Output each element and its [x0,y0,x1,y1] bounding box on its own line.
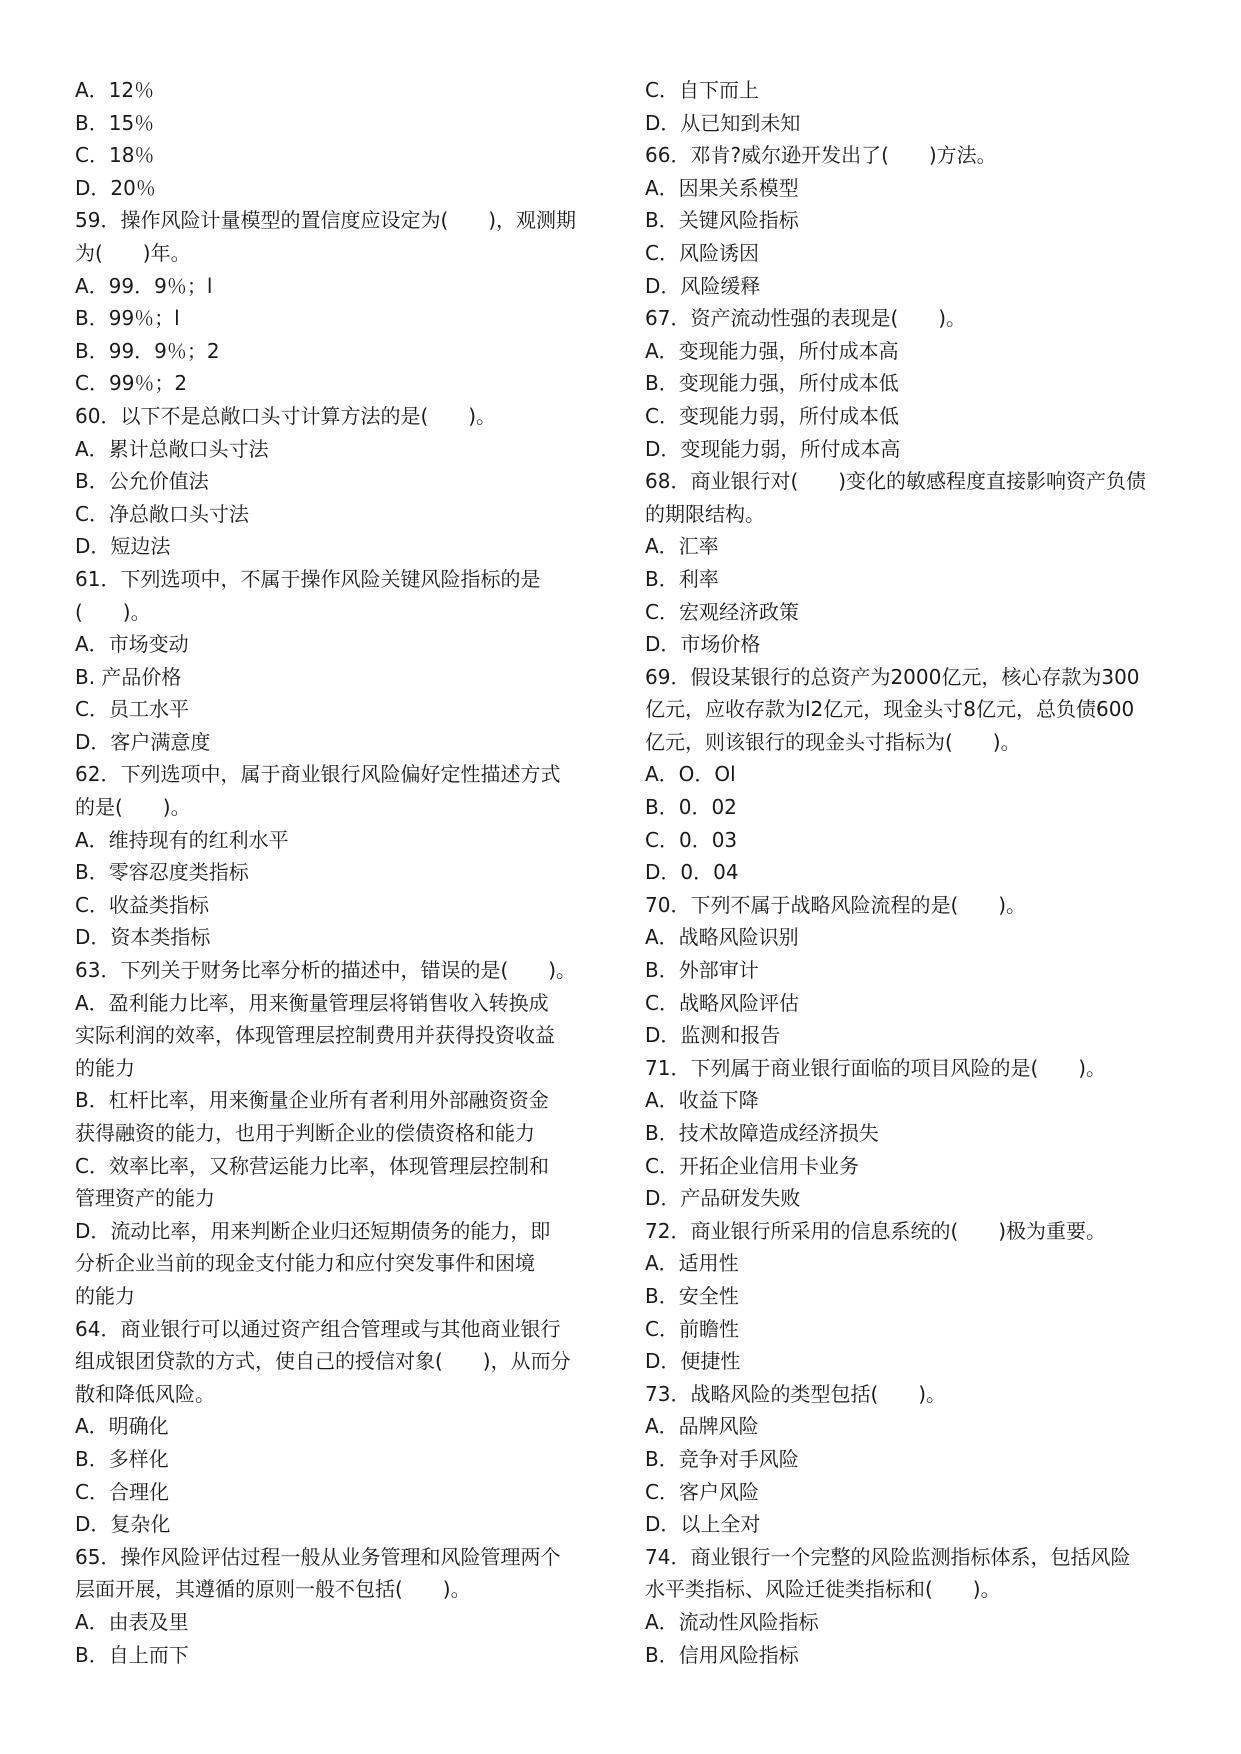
text-line: C．0．03 [645,827,738,852]
text-line: 亿元，应收存款为l2亿元，现金头寸8亿元，总负债600 [645,697,1135,722]
text-line: A．收益下降 [645,1088,759,1113]
text-line: B．杠杆比率，用来衡量企业所有者利用外部融资资金 [75,1088,549,1113]
text-line: 获得融资的能力，也用于判断企业的偿债资格和能力 [75,1121,535,1145]
text-line: C．自下而上 [645,78,759,102]
text-line: C．员工水平 [75,697,189,722]
text-line: B．信用风险指标 [645,1642,799,1667]
text-line: 的能力 [75,1055,135,1080]
text-line: A．因果关系模型 [645,175,799,200]
text-line: 62．下列选项中，属于商业银行风险偏好定性描述方式 [75,762,561,787]
text-line: C．客户风险 [645,1479,759,1504]
text-line: B．关键风险指标 [645,208,799,233]
text-line: C．效率比率，又称营运能力比率，体现管理层控制和 [75,1153,549,1178]
text-line: A．O．Ol [645,762,736,787]
text-line: D．复杂化 [75,1512,171,1537]
text-line: B．自上而下 [75,1642,189,1667]
text-line: 60．以下不是总敞口头寸计算方法的是( )。 [75,403,497,428]
text-line: 59．操作风险计量模型的置信度应设定为( )，观测期 [75,208,577,233]
text-line: A．流动性风险指标 [645,1609,819,1634]
text-line: C．合理化 [75,1479,169,1504]
text-line: D．变现能力弱，所付成本高 [645,436,901,461]
text-line: C．风险诱因 [645,240,759,265]
text-line: C．战略风险评估 [645,990,799,1015]
text-line: C．宏观经济政策 [645,599,799,624]
text-line: 61．下列选项中，不属于操作风险关键风险指标的是 [75,566,541,591]
text-line: B．0．02 [645,795,737,820]
text-line: 66．邓肯?威尔逊开发出了( )方法。 [645,143,997,168]
text-line: A．99．9％；l [75,273,213,298]
text-line: B．多样化 [75,1446,169,1471]
text-line: C．净总敞口头寸法 [75,501,249,526]
text-line: B．99％；l [75,306,180,331]
text-line: D．监测和报告 [645,1023,781,1048]
text-line: B．零容忍度类指标 [75,860,249,885]
right-column [645,74,1175,1671]
text-line: 层面开展，其遵循的原则一般不包括( )。 [75,1577,471,1602]
text-line: 组成银团贷款的方式，使自己的授信对象( )，从而分 [75,1349,571,1374]
text-line: B．变现能力强，所付成本低 [645,371,899,396]
text-line: 70．下列不属于战略风险流程的是( )。 [645,892,1027,917]
text-line: 65．操作风险评估过程一般从业务管理和风险管理两个 [75,1544,561,1569]
text-line: 亿元，则该银行的现金头寸指标为( )。 [645,729,1021,754]
text-line: D．产品研发失败 [645,1186,801,1211]
text-line: A．适用性 [645,1251,739,1276]
text-line: D．市场价格 [645,632,761,657]
text-line: A．战略风险识别 [645,925,799,950]
text-line: A．明确化 [75,1414,169,1439]
text-line: D．短边法 [75,534,171,559]
text-line: A．累计总敞口头寸法 [75,436,269,461]
text-line: A．品牌风险 [645,1414,759,1439]
text-line: B．安全性 [645,1283,739,1308]
text-line: A．由表及里 [75,1609,189,1634]
text-line: 为( )年。 [75,240,191,265]
text-line: B．99．9％；2 [75,338,220,363]
text-line: C．变现能力弱，所付成本低 [645,403,899,428]
text-line: C．99％；2 [75,371,188,396]
text-line: D．以上全对 [645,1512,761,1537]
text-line: D．风险缓释 [645,273,761,298]
text-line: A．市场变动 [75,632,189,657]
text-line: 的期限结构。 [645,501,765,526]
text-line: D．流动比率，用来判断企业归还短期债务的能力，即 [75,1218,551,1243]
text-line: D．20％ [75,175,156,200]
text-line: C．18％ [75,143,155,168]
text-line: C．开拓企业信用卡业务 [645,1153,859,1178]
text-line: 71．下列属于商业银行面临的项目风险的是( )。 [645,1055,1107,1080]
text-line: B．利率 [645,566,719,591]
text-line: 的能力 [75,1283,135,1308]
text-line: 64．商业银行可以通过资产组合管理或与其他商业银行 [75,1316,561,1341]
text-line: C．收益类指标 [75,892,209,917]
text-line: 73．战略风险的类型包括( )。 [645,1381,947,1406]
text-line: 68．商业银行对( )变化的敏感程度直接影响资产负债 [645,469,1147,494]
text-line: 67．资产流动性强的表现是( )。 [645,306,967,331]
text-line: C．前瞻性 [645,1316,739,1341]
text-line: D．客户满意度 [75,729,211,754]
text-line: 63．下列关于财务比率分析的描述中，错误的是( )。 [75,958,577,983]
text-line: 的是( )。 [75,795,191,820]
text-line: 水平类指标、风险迁徙类指标和( )。 [645,1577,1001,1602]
text-line: ( )。 [75,599,151,624]
text-line: A．汇率 [645,534,719,559]
text-line: D．0．04 [645,860,739,885]
text-line: B．公允价值法 [75,469,209,494]
text-line: D．便捷性 [645,1349,741,1374]
left-column [75,74,605,1671]
text-line: 管理资产的能力 [75,1186,215,1211]
text-line: B．外部审计 [645,958,759,983]
text-line: 散和降低风险。 [75,1381,215,1406]
text-line: 实际利润的效率，体现管理层控制费用并获得投资收益 [75,1023,555,1048]
text-line: A．12％ [75,78,155,102]
text-line: 69．假设某银行的总资产为2000亿元，核心存款为300 [645,664,1140,689]
text-line: B．技术故障造成经济损失 [645,1121,879,1145]
text-line: D．资本类指标 [75,925,211,950]
text-line: D．从已知到未知 [645,110,801,135]
text-line: 72．商业银行所采用的信息系统的( )极为重要。 [645,1218,1107,1243]
text-line: B. 产品价格 [75,664,182,689]
text-line: B．15％ [75,110,155,135]
text-line: A．变现能力强，所付成本高 [645,338,899,363]
text-line: 74．商业银行一个完整的风险监测指标体系，包括风险 [645,1544,1131,1569]
text-line: 分析企业当前的现金支付能力和应付突发事件和困境 [75,1251,535,1276]
text-line: A．维持现有的红利水平 [75,827,289,852]
text-line: A．盈利能力比率，用来衡量管理层将销售收入转换成 [75,990,549,1015]
text-line: B．竞争对手风险 [645,1446,799,1471]
